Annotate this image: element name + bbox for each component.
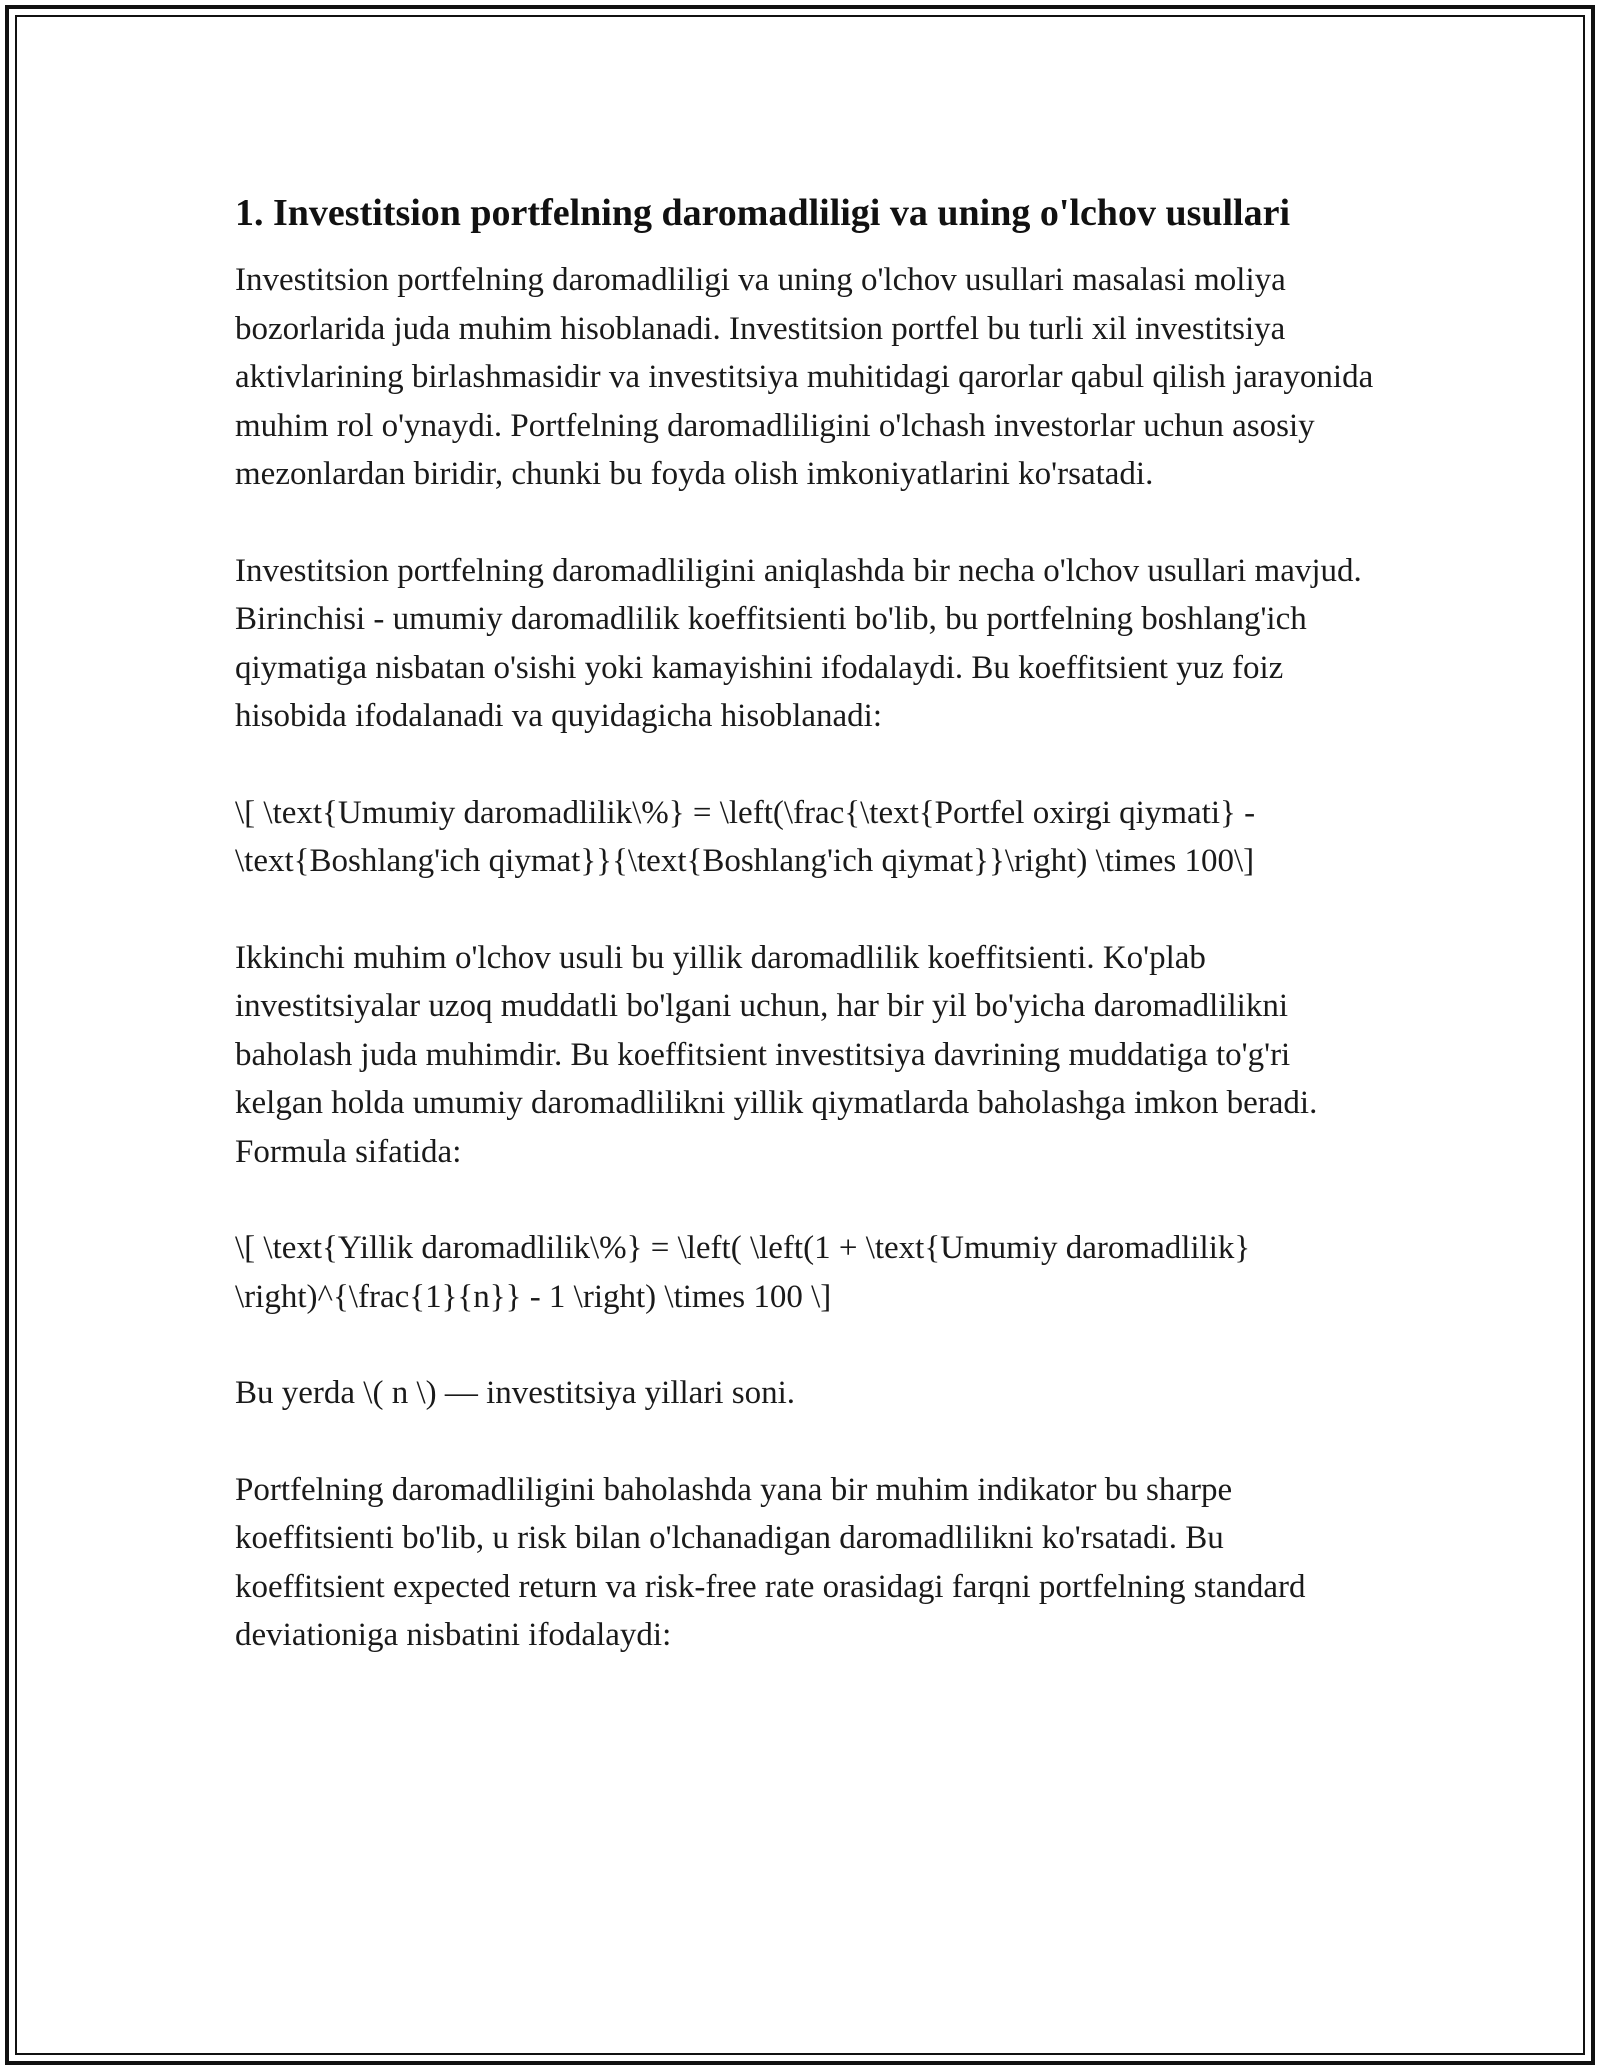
paragraph-total-return: Investitsion portfelning daromadliligini aniqlashda bir necha o'lchov usullari mavjud. Birinchisi - umumiy daromadlilik koeffitsienti bo'lib, bu portfelning boshlang'ich qiymatiga nisbatan o'sishi yoki kamayishini ifodalaydi. Bu koeffitsient yuz foiz hisobida ifodalanadi va quyidagicha hisoblanadi: [235, 552, 1362, 734]
paragraph-annual-return: Ikkinchi muhim o'lchov usuli bu yillik daromadlilik koeffitsienti. Ko'plab investitsiyalar uzoq muddatli bo'lgani uchun, har bir yil bo'yicha daromadlilikni baholash juda muhimdir. Bu koeffitsient investitsiya davrining muddatiga to'g'ri kelgan holda umumiy daromadlilikni yillik qiymatlarda baholashga imkon beradi. Formula sifatida: [235, 939, 1318, 1170]
section-heading: 1. Investitsion portfelning daromadliligi va uning o'lchov usullari [235, 192, 1291, 234]
document-page [235, 186, 1375, 1708]
paragraph-intro: Investitsion portfelning daromadliligi va uning o'lchov usullari masalasi moliya bozorlarida juda muhim hisoblanadi. Investitsion portfel bu turli xil investitsiya aktivlarining birlashmasidir va investitsiya muhitidagi qarorlar qabul qilish jarayonida muhim rol o'ynaydi. Portfelning daromadliligini o'lchash investorlar uchun asosiy mezonlardan biridir, chunki bu foyda olish imkoniyatlarini ko'rsatadi. [235, 262, 1374, 492]
formula-total-return: \[ \text{Umumiy daromadlilik\%} = \left(\frac{\text{Portfel oxirgi qiymati} - \text{Boshlang'ich qiymat}}{\text{Boshlang'ich qiymat}}\right) \times 100\] [235, 794, 1256, 879]
paragraph-n-definition: Bu yerda \( n \) — investitsiya yillari soni. [235, 1375, 796, 1411]
formula-annual-return: \[ \text{Yillik daromadlilik\%} = \left( \left(1 + \text{Umumiy daromadlilik} \right)^{\frac{1}{n}} - 1 \right) \times 100 \] [235, 1230, 1251, 1315]
paragraph-sharpe: Portfelning daromadliligini baholashda yana bir muhim indikator bu sharpe koeffitsienti bo'lib, u risk bilan o'lchanadigan daromadlilikni ko'rsatadi. Bu koeffitsient expected return va risk-free rate orasidagi farqni portfelning standard deviationiga nisbatini ifodalaydi: [235, 1471, 1306, 1653]
